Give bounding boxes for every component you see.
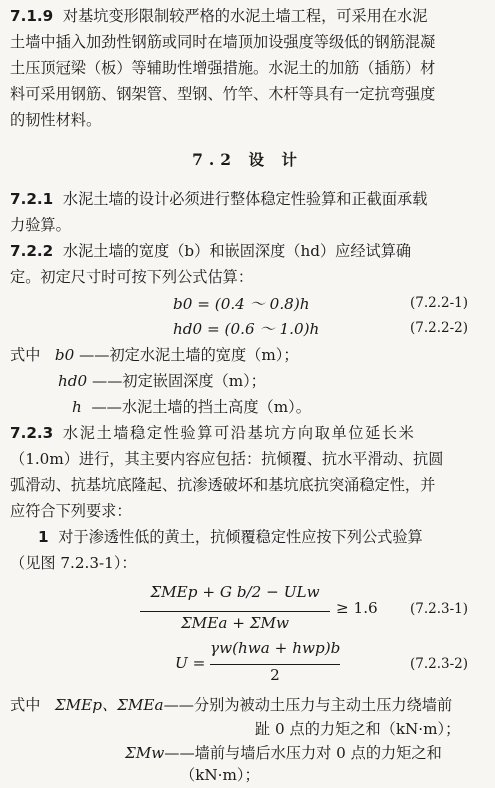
fraction-numerator: γw(hwa + hwp)b (210, 639, 341, 657)
clause-7-1-9-line-5: 的韧性材料。 (10, 111, 102, 129)
formula-number: (7.2.3-2) (410, 656, 469, 672)
item-1-line-1: 1 对于渗透性低的黄土，抗倾覆稳定性应按下列公式验算 (38, 528, 423, 546)
symbol: b0 (54, 346, 75, 364)
clause-7-2-1-line-1: 7.2.1 水泥土墙的设计必须进行整体稳定性验算和正截面承载 (10, 190, 428, 208)
item-1-line-2: （见图 7.2.3-1）： (10, 554, 137, 572)
clause-number: 7.2.3 (10, 424, 54, 442)
symbol: h (72, 398, 82, 416)
clause-7-1-9-line-1: 7.1.9 对基坑变形限制较严格的水泥土墙工程，可采用在水泥 (10, 7, 428, 25)
fraction-bar (140, 611, 330, 612)
inequality-rhs: ≥ 1.6 (336, 599, 378, 617)
clause-7-2-1-line-2: 力验算。 (10, 216, 71, 234)
section-heading: 7.2 设 计 (192, 150, 303, 169)
formula-7-2-2-2: hd0 = (0.6 ～ 1.0)h (173, 320, 320, 338)
clause-7-1-9-line-4: 料可采用钢筋、钢架管、型钢、竹竿、木杆等具有一定抗弯强度 (10, 85, 436, 103)
fraction-numerator: ΣMEp + G b/2 − ULw (150, 583, 320, 601)
formula-7-2-2-1: b0 = (0.4 ～ 0.8)h (173, 295, 310, 313)
where-label: 式中 (10, 696, 41, 714)
fraction-denominator: ΣMEa + ΣMw (180, 614, 290, 632)
clause-7-2-3-line-2: （1.0m）进行，其主要内容应包括：抗倾覆、抗水平滑动、抗圆 (10, 450, 444, 468)
formula-number: (7.2.2-1) (410, 295, 469, 311)
clause-number: 7.2.2 (10, 242, 54, 260)
definition-row: hd0 ——初定嵌固深度（m）； (58, 372, 266, 390)
clause-number: 7.2.1 (10, 190, 54, 208)
definition-row: h ——水泥土墙的挡土高度（m）。 (72, 398, 311, 416)
clause-7-2-2-line-1: 7.2.2 水泥土墙的宽度（b）和嵌固深度（hd）应经试算确 (10, 242, 412, 260)
formula-number: (7.2.3-1) (410, 601, 469, 617)
definition-row: 式中 ΣMEp、ΣMEa——分别为被动土压力与主动土压力绕墙前 (10, 696, 453, 714)
clause-7-1-9-line-2: 土墙中插入加劲性钢筋或同时在墙顶加设强度等级低的钢筋混凝 (10, 33, 436, 51)
clause-number: 7.1.9 (10, 7, 54, 25)
symbol: hd0 (58, 372, 88, 390)
formula-lhs: U = (175, 654, 206, 672)
definition-continuation: （kN·m）； (180, 766, 260, 784)
clause-7-2-3-line-3: 弧滑动、抗基坑底隆起、抗渗透破坏和基坑底抗突涌稳定性，并 (10, 476, 436, 494)
symbol: ΣMw (125, 744, 165, 762)
clause-7-1-9-line-3: 土压顶冠梁（板）等辅助性增强措施。水泥土的加筋（插筋）材 (10, 59, 436, 77)
formula-number: (7.2.2-2) (410, 320, 469, 336)
item-number: 1 (38, 528, 49, 546)
definition-row: ΣMw——墙前与墙后水压力对 0 点的力矩之和 (125, 744, 442, 762)
clause-7-2-3-line-1: 7.2.3 水泥土墙稳定性验算可沿基坑方向取单位延长米 (10, 424, 416, 442)
clause-7-2-3-line-4: 应符合下列要求： (10, 502, 132, 520)
where-label: 式中 (10, 346, 41, 364)
definition-row: 式中 b0 ——初定水泥土墙的宽度（m）； (10, 346, 299, 364)
clause-7-2-2-line-2: 定。初定尺寸时可按下列公式估算： (10, 268, 253, 286)
fraction-denominator: 2 (270, 666, 280, 684)
definition-continuation: 趾 0 点的力矩之和（kN·m）； (255, 720, 461, 738)
symbol: ΣMEp、ΣMEa (54, 696, 164, 714)
